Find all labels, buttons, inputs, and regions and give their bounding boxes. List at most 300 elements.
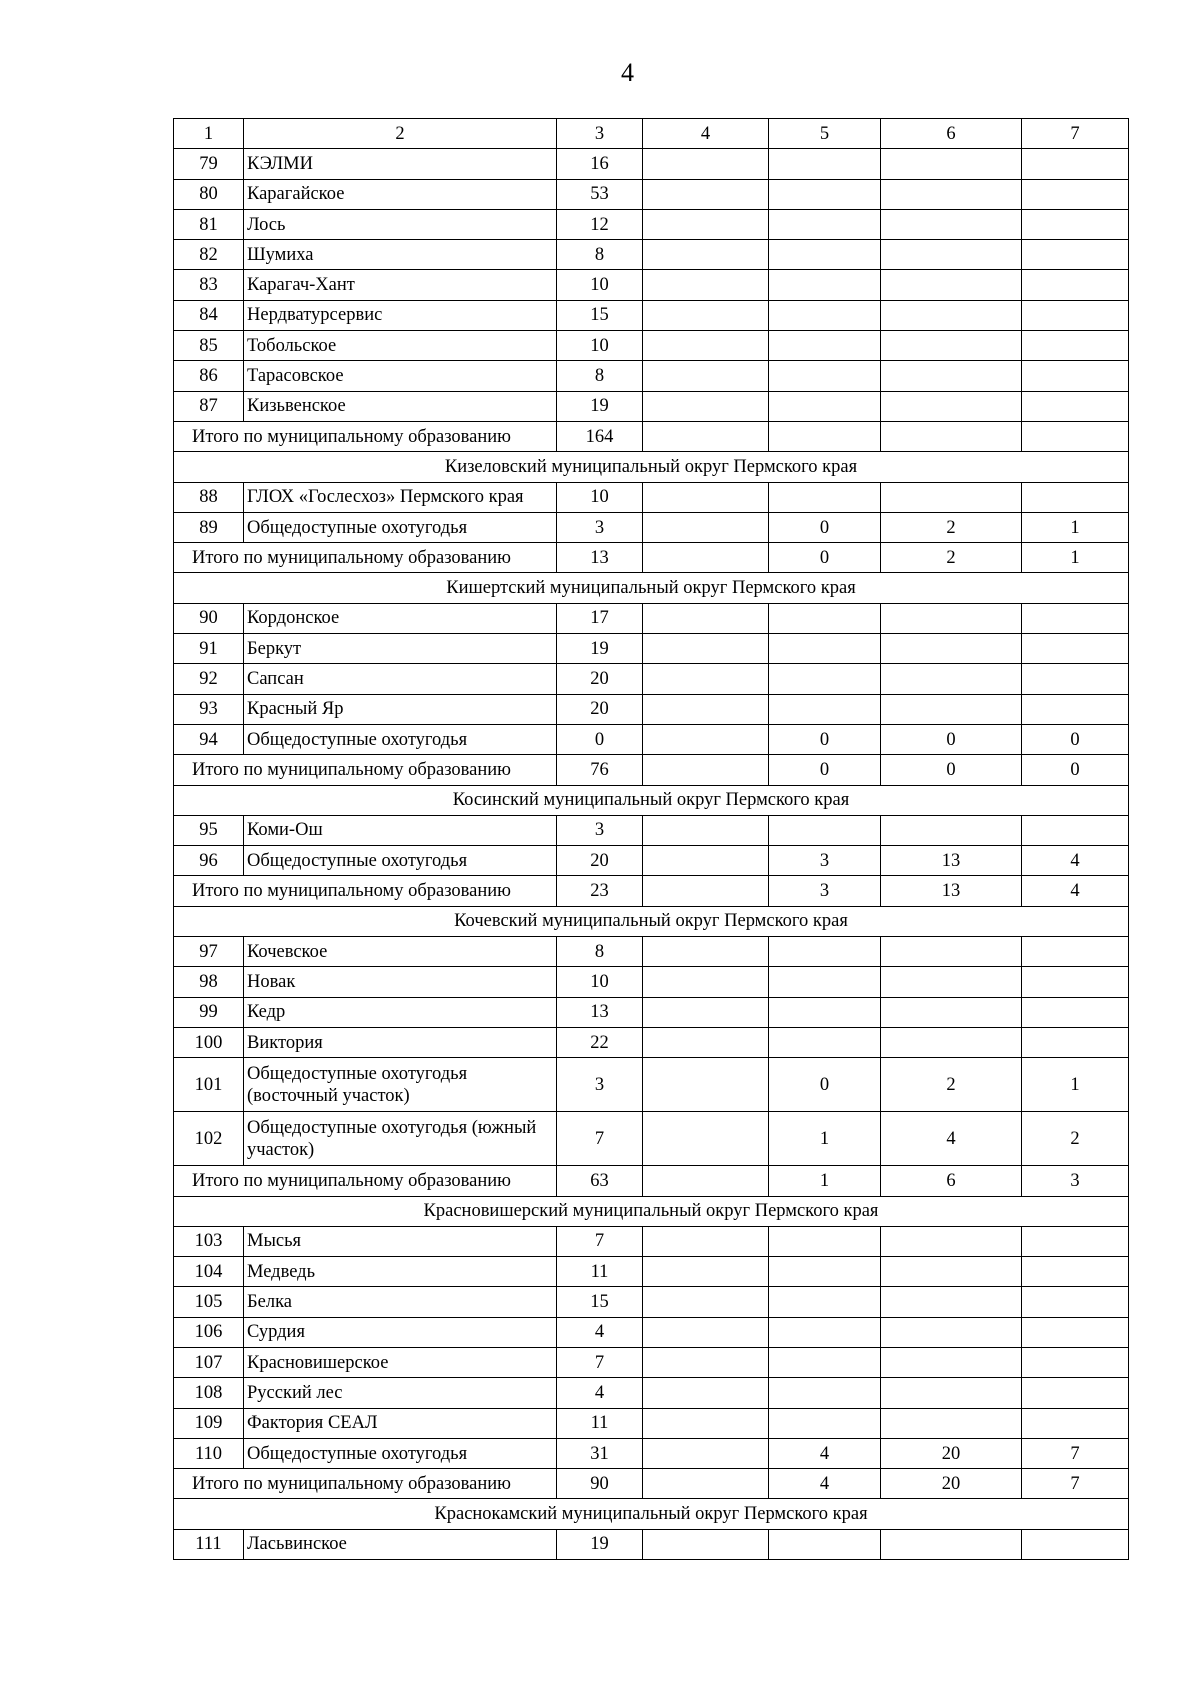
table-row	[174, 1408, 1129, 1438]
col5-value	[769, 209, 881, 239]
col3-value: 15	[557, 300, 643, 330]
table-row	[174, 512, 1129, 542]
row-number: 104	[174, 1257, 244, 1287]
total-row	[174, 1469, 1129, 1499]
section-heading-row	[174, 573, 1129, 603]
hunting-ground-name: Общедоступные охотугодья (южный участок)	[244, 1112, 557, 1166]
header-row	[174, 119, 1129, 149]
row-number: 97	[174, 937, 244, 967]
col6-value	[881, 331, 1022, 361]
col6-value	[881, 391, 1022, 421]
row-number: 99	[174, 997, 244, 1027]
col6-value	[881, 209, 1022, 239]
row-number: 80	[174, 179, 244, 209]
col3-value: 13	[557, 997, 643, 1027]
col3-value: 3	[557, 815, 643, 845]
section-heading-row	[174, 1196, 1129, 1226]
total-row	[174, 543, 1129, 573]
col6-value	[881, 270, 1022, 300]
col3-value: 15	[557, 1287, 643, 1317]
row-number: 107	[174, 1347, 244, 1377]
col3-value: 20	[557, 664, 643, 694]
col5-value	[769, 1529, 881, 1559]
col4-value	[643, 482, 769, 512]
header-cell: 3	[557, 119, 643, 149]
header-cell: 6	[881, 119, 1022, 149]
hunting-ground-name: ГЛОХ «Гослесхоз» Пермского края	[244, 482, 557, 512]
col5-value	[769, 1226, 881, 1256]
col6-value	[881, 694, 1022, 724]
col7-value	[1022, 209, 1129, 239]
table-row	[174, 664, 1129, 694]
hunting-ground-name: Медведь	[244, 1257, 557, 1287]
col3-value: 0	[557, 724, 643, 754]
total-col3: 23	[557, 876, 643, 906]
col5-value	[769, 361, 881, 391]
col4-value	[643, 1408, 769, 1438]
table-body	[174, 119, 1129, 1560]
table-row	[174, 997, 1129, 1027]
col7-value: 4	[1022, 846, 1129, 876]
col7-value	[1022, 603, 1129, 633]
col5-value	[769, 815, 881, 845]
total-col5	[769, 421, 881, 451]
row-number: 84	[174, 300, 244, 330]
col4-value	[643, 1529, 769, 1559]
col5-value	[769, 149, 881, 179]
hunting-ground-name: Красный Яр	[244, 694, 557, 724]
total-col7: 0	[1022, 755, 1129, 785]
col3-value: 10	[557, 482, 643, 512]
total-label: Итого по муниципальному образованию	[174, 1166, 557, 1196]
hunting-ground-name: Кочевское	[244, 937, 557, 967]
col7-value: 7	[1022, 1438, 1129, 1468]
total-col4	[643, 876, 769, 906]
total-row	[174, 755, 1129, 785]
row-number: 100	[174, 1027, 244, 1057]
col6-value	[881, 1408, 1022, 1438]
col4-value	[643, 361, 769, 391]
col7-value: 0	[1022, 724, 1129, 754]
section-heading: Красновишерский муниципальный округ Пермского края	[174, 1196, 1129, 1226]
col5-value	[769, 179, 881, 209]
col5-value	[769, 1257, 881, 1287]
col6-value	[881, 634, 1022, 664]
row-number: 108	[174, 1378, 244, 1408]
row-number: 101	[174, 1058, 244, 1112]
table-row	[174, 270, 1129, 300]
col4-value	[643, 149, 769, 179]
total-col3: 164	[557, 421, 643, 451]
col4-value	[643, 634, 769, 664]
col4-value	[643, 846, 769, 876]
col5-value: 0	[769, 724, 881, 754]
col7-value: 1	[1022, 512, 1129, 542]
col7-value	[1022, 179, 1129, 209]
hunting-ground-name: Общедоступные охотугодья	[244, 724, 557, 754]
table-row	[174, 724, 1129, 754]
total-col5: 4	[769, 1469, 881, 1499]
col6-value	[881, 1226, 1022, 1256]
row-number: 88	[174, 482, 244, 512]
table-row	[174, 846, 1129, 876]
row-number: 91	[174, 634, 244, 664]
col4-value	[643, 967, 769, 997]
total-col7: 3	[1022, 1166, 1129, 1196]
col6-value	[881, 815, 1022, 845]
col4-value	[643, 1438, 769, 1468]
col7-value	[1022, 1317, 1129, 1347]
col5-value: 0	[769, 1058, 881, 1112]
table-row	[174, 603, 1129, 633]
col3-value: 10	[557, 270, 643, 300]
total-col7: 1	[1022, 543, 1129, 573]
total-label: Итого по муниципальному образованию	[174, 1469, 557, 1499]
row-number: 103	[174, 1226, 244, 1256]
table-row	[174, 937, 1129, 967]
table-row	[174, 815, 1129, 845]
total-label: Итого по муниципальному образованию	[174, 755, 557, 785]
col6-value: 4	[881, 1112, 1022, 1166]
total-col6: 2	[881, 543, 1022, 573]
col7-value	[1022, 1378, 1129, 1408]
col3-value: 10	[557, 967, 643, 997]
col6-value	[881, 937, 1022, 967]
row-number: 79	[174, 149, 244, 179]
row-number: 96	[174, 846, 244, 876]
section-heading-row	[174, 906, 1129, 936]
col6-value	[881, 1529, 1022, 1559]
row-number: 111	[174, 1529, 244, 1559]
col6-value	[881, 179, 1022, 209]
row-number: 81	[174, 209, 244, 239]
total-col7	[1022, 421, 1129, 451]
col5-value	[769, 1347, 881, 1377]
col6-value	[881, 300, 1022, 330]
table-row	[174, 482, 1129, 512]
col3-value: 31	[557, 1438, 643, 1468]
col3-value: 8	[557, 361, 643, 391]
total-col6: 6	[881, 1166, 1022, 1196]
col3-value: 3	[557, 1058, 643, 1112]
section-heading: Краснокамский муниципальный округ Пермского края	[174, 1499, 1129, 1529]
col5-value	[769, 1408, 881, 1438]
header-cell: 2	[244, 119, 557, 149]
col5-value	[769, 634, 881, 664]
table-row	[174, 331, 1129, 361]
col7-value	[1022, 149, 1129, 179]
col5-value: 0	[769, 512, 881, 542]
hunting-ground-name: Шумиха	[244, 240, 557, 270]
col4-value	[643, 331, 769, 361]
col3-value: 8	[557, 937, 643, 967]
col3-value: 11	[557, 1408, 643, 1438]
hunting-ground-name: Виктория	[244, 1027, 557, 1057]
col3-value: 11	[557, 1257, 643, 1287]
total-row	[174, 421, 1129, 451]
header-cell: 5	[769, 119, 881, 149]
col6-value: 2	[881, 512, 1022, 542]
total-col7: 4	[1022, 876, 1129, 906]
col4-value	[643, 937, 769, 967]
hunting-ground-name: Сапсан	[244, 664, 557, 694]
total-col5: 0	[769, 755, 881, 785]
header-cell: 4	[643, 119, 769, 149]
total-col6	[881, 421, 1022, 451]
col7-value	[1022, 1408, 1129, 1438]
col7-value: 2	[1022, 1112, 1129, 1166]
col3-value: 3	[557, 512, 643, 542]
total-col4	[643, 1166, 769, 1196]
table-row	[174, 300, 1129, 330]
col4-value	[643, 209, 769, 239]
col3-value: 7	[557, 1347, 643, 1377]
col5-value: 4	[769, 1438, 881, 1468]
col5-value	[769, 937, 881, 967]
total-label: Итого по муниципальному образованию	[174, 421, 557, 451]
hunting-grounds-table	[173, 118, 1129, 1560]
hunting-ground-name: Беркут	[244, 634, 557, 664]
table-row	[174, 1287, 1129, 1317]
col4-value	[643, 1347, 769, 1377]
table-row	[174, 1438, 1129, 1468]
col4-value	[643, 512, 769, 542]
col5-value	[769, 603, 881, 633]
total-col4	[643, 421, 769, 451]
col6-value: 0	[881, 724, 1022, 754]
section-heading-row	[174, 1499, 1129, 1529]
col5-value	[769, 997, 881, 1027]
col3-value: 19	[557, 1529, 643, 1559]
col5-value	[769, 1027, 881, 1057]
hunting-ground-name: Нердватурсервис	[244, 300, 557, 330]
col5-value	[769, 482, 881, 512]
table-row	[174, 1317, 1129, 1347]
col3-value: 12	[557, 209, 643, 239]
col5-value	[769, 331, 881, 361]
col3-value: 20	[557, 846, 643, 876]
col7-value	[1022, 1347, 1129, 1377]
col4-value	[643, 603, 769, 633]
col4-value	[643, 997, 769, 1027]
col4-value	[643, 240, 769, 270]
col4-value	[643, 270, 769, 300]
section-heading: Кишертский муниципальный округ Пермского края	[174, 573, 1129, 603]
row-number: 83	[174, 270, 244, 300]
col7-value	[1022, 361, 1129, 391]
col7-value	[1022, 997, 1129, 1027]
row-number: 106	[174, 1317, 244, 1347]
col5-value: 3	[769, 846, 881, 876]
total-col4	[643, 755, 769, 785]
hunting-ground-name: Тобольское	[244, 331, 557, 361]
col7-value	[1022, 482, 1129, 512]
col4-value	[643, 1226, 769, 1256]
table-row	[174, 1112, 1129, 1166]
col7-value	[1022, 967, 1129, 997]
col4-value	[643, 179, 769, 209]
col7-value	[1022, 270, 1129, 300]
hunting-ground-name: Новак	[244, 967, 557, 997]
total-col6: 0	[881, 755, 1022, 785]
col7-value	[1022, 391, 1129, 421]
hunting-ground-name: Общедоступные охотугодья	[244, 512, 557, 542]
total-col3: 63	[557, 1166, 643, 1196]
col7-value: 1	[1022, 1058, 1129, 1112]
total-col3: 13	[557, 543, 643, 573]
total-col7: 7	[1022, 1469, 1129, 1499]
table-row	[174, 361, 1129, 391]
row-number: 93	[174, 694, 244, 724]
total-col6: 20	[881, 1469, 1022, 1499]
col6-value	[881, 967, 1022, 997]
section-heading-row	[174, 452, 1129, 482]
col6-value	[881, 664, 1022, 694]
row-number: 94	[174, 724, 244, 754]
hunting-ground-name: Тарасовское	[244, 361, 557, 391]
table-row	[174, 1378, 1129, 1408]
row-number: 109	[174, 1408, 244, 1438]
col7-value	[1022, 300, 1129, 330]
total-col5: 3	[769, 876, 881, 906]
col5-value	[769, 270, 881, 300]
header-cell: 7	[1022, 119, 1129, 149]
col6-value	[881, 1257, 1022, 1287]
col3-value: 4	[557, 1378, 643, 1408]
col5-value	[769, 300, 881, 330]
table-row	[174, 634, 1129, 664]
col4-value	[643, 1058, 769, 1112]
table-row	[174, 1529, 1129, 1559]
table-row	[174, 967, 1129, 997]
col4-value	[643, 1112, 769, 1166]
section-heading: Кочевский муниципальный округ Пермского края	[174, 906, 1129, 936]
table-row	[174, 240, 1129, 270]
table-row	[174, 1027, 1129, 1057]
hunting-ground-name: Красновишерское	[244, 1347, 557, 1377]
hunting-ground-name: Русский лес	[244, 1378, 557, 1408]
section-heading: Кизеловский муниципальный округ Пермского края	[174, 452, 1129, 482]
row-number: 95	[174, 815, 244, 845]
col7-value	[1022, 694, 1129, 724]
col4-value	[643, 1317, 769, 1347]
col5-value	[769, 391, 881, 421]
col5-value	[769, 240, 881, 270]
col3-value: 4	[557, 1317, 643, 1347]
col5-value	[769, 664, 881, 694]
hunting-ground-name: Фактория СЕАЛ	[244, 1408, 557, 1438]
total-col4	[643, 543, 769, 573]
total-col6: 13	[881, 876, 1022, 906]
total-label: Итого по муниципальному образованию	[174, 543, 557, 573]
total-col3: 76	[557, 755, 643, 785]
table-row	[174, 179, 1129, 209]
row-number: 102	[174, 1112, 244, 1166]
col7-value	[1022, 815, 1129, 845]
col6-value: 2	[881, 1058, 1022, 1112]
col4-value	[643, 664, 769, 694]
col6-value	[881, 149, 1022, 179]
col6-value	[881, 603, 1022, 633]
col7-value	[1022, 937, 1129, 967]
hunting-ground-name: Кедр	[244, 997, 557, 1027]
row-number: 98	[174, 967, 244, 997]
total-label: Итого по муниципальному образованию	[174, 876, 557, 906]
row-number: 92	[174, 664, 244, 694]
col3-value: 20	[557, 694, 643, 724]
col3-value: 8	[557, 240, 643, 270]
col4-value	[643, 815, 769, 845]
total-row	[174, 1166, 1129, 1196]
hunting-ground-name: Ласьвинское	[244, 1529, 557, 1559]
col4-value	[643, 724, 769, 754]
table-row	[174, 1226, 1129, 1256]
col6-value: 20	[881, 1438, 1022, 1468]
col3-value: 22	[557, 1027, 643, 1057]
row-number: 86	[174, 361, 244, 391]
col4-value	[643, 391, 769, 421]
col7-value	[1022, 1027, 1129, 1057]
col7-value	[1022, 1226, 1129, 1256]
col5-value	[769, 1287, 881, 1317]
header-cell: 1	[174, 119, 244, 149]
hunting-ground-name: Общедоступные охотугодья	[244, 1438, 557, 1468]
col6-value	[881, 482, 1022, 512]
col5-value: 1	[769, 1112, 881, 1166]
col6-value	[881, 240, 1022, 270]
table-row	[174, 149, 1129, 179]
hunting-ground-name: Лось	[244, 209, 557, 239]
table-row	[174, 1257, 1129, 1287]
row-number: 89	[174, 512, 244, 542]
hunting-ground-name: Белка	[244, 1287, 557, 1317]
col3-value: 19	[557, 634, 643, 664]
hunting-ground-name: Кордонское	[244, 603, 557, 633]
section-heading: Косинский муниципальный округ Пермского края	[174, 785, 1129, 815]
hunting-ground-name: Сурдия	[244, 1317, 557, 1347]
page-number: 4	[621, 58, 634, 87]
col6-value	[881, 1287, 1022, 1317]
col3-value: 7	[557, 1226, 643, 1256]
col7-value	[1022, 1529, 1129, 1559]
table-row	[174, 694, 1129, 724]
total-col4	[643, 1469, 769, 1499]
row-number: 105	[174, 1287, 244, 1317]
total-row	[174, 876, 1129, 906]
total-col3: 90	[557, 1469, 643, 1499]
hunting-ground-name: Кизьвенское	[244, 391, 557, 421]
col6-value	[881, 1347, 1022, 1377]
total-col5: 0	[769, 543, 881, 573]
col7-value	[1022, 664, 1129, 694]
row-number: 85	[174, 331, 244, 361]
col4-value	[643, 694, 769, 724]
col5-value	[769, 1378, 881, 1408]
col4-value	[643, 1257, 769, 1287]
col4-value	[643, 300, 769, 330]
col3-value: 16	[557, 149, 643, 179]
section-heading-row	[174, 785, 1129, 815]
col5-value	[769, 694, 881, 724]
col6-value: 13	[881, 846, 1022, 876]
col6-value	[881, 1317, 1022, 1347]
col3-value: 53	[557, 179, 643, 209]
table-row	[174, 1058, 1129, 1112]
total-col5: 1	[769, 1166, 881, 1196]
row-number: 110	[174, 1438, 244, 1468]
hunting-ground-name: Общедоступные охотугодья	[244, 846, 557, 876]
hunting-ground-name: Карагач-Хант	[244, 270, 557, 300]
